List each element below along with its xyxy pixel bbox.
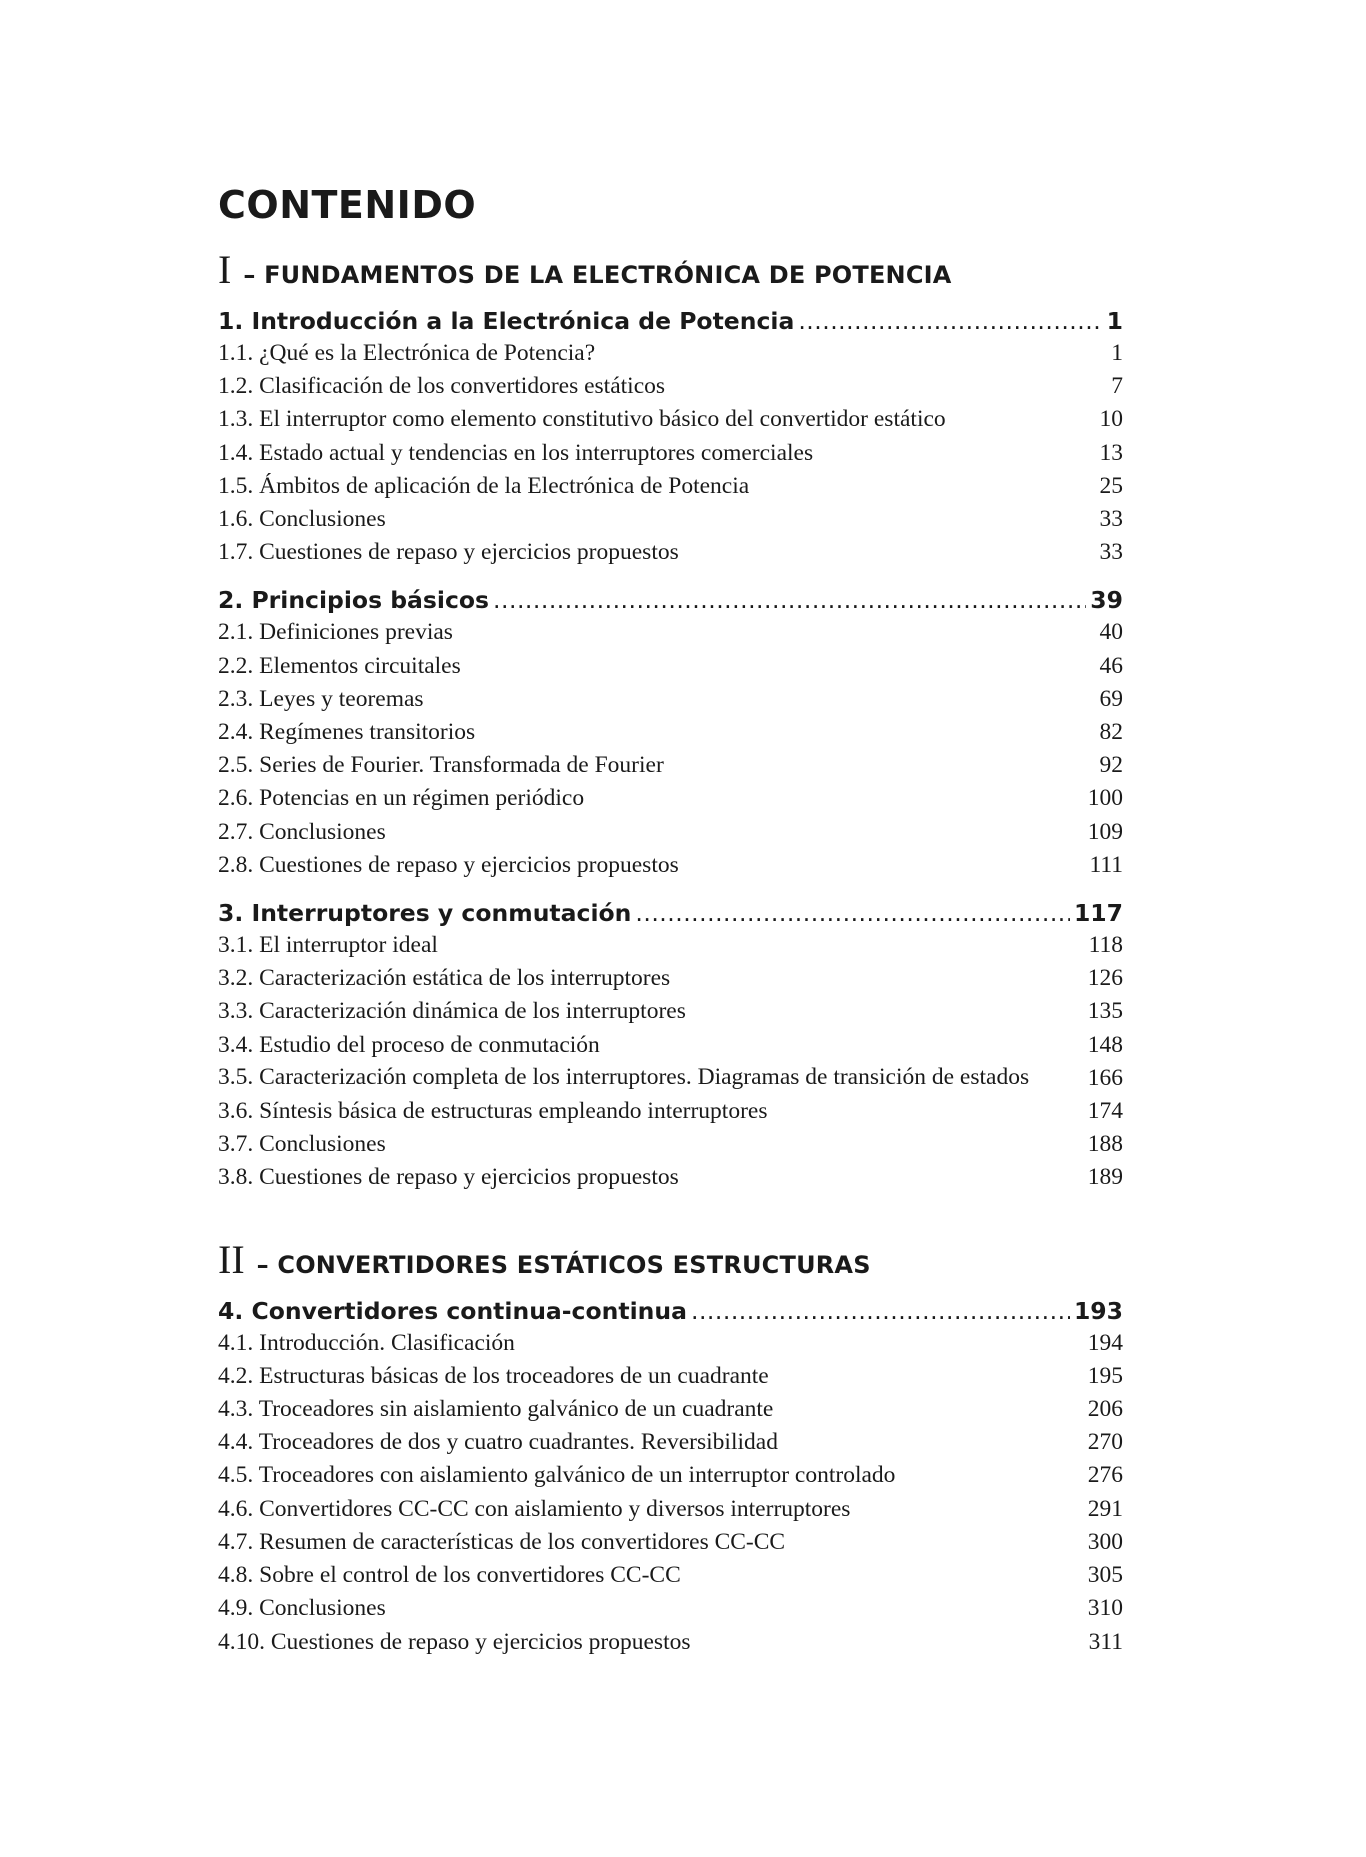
toc-entry-page: 82 [1099, 719, 1123, 746]
toc-entry-title: 4.2. Estructuras básicas de los troceadores de un cuadrante [218, 1362, 769, 1389]
toc-entry-page: 1 [1111, 340, 1123, 366]
toc-entry[interactable] [218, 683, 1123, 716]
toc-entry[interactable] [218, 995, 1123, 1028]
part-spacer [218, 1195, 1123, 1240]
toc-entry-page: 92 [1099, 752, 1123, 779]
toc-entry[interactable] [218, 816, 1123, 849]
chapter-page-number: 1 [1106, 307, 1123, 335]
toc-entry-page: 118 [1088, 932, 1123, 959]
toc-entry-title: 3.4. Estudio del proceso de conmutación [218, 1031, 600, 1058]
chapter-heading[interactable] [218, 1295, 1123, 1327]
toc-entry[interactable] [218, 370, 1123, 403]
toc-entry-page: 195 [1087, 1362, 1123, 1389]
chapter-page-number: 39 [1090, 586, 1123, 615]
toc-entry-page: 33 [1099, 539, 1123, 566]
toc-entry[interactable] [218, 503, 1123, 536]
toc-entry-title: 1.6. Conclusiones [218, 506, 386, 533]
toc-entry-page: 25 [1099, 472, 1123, 499]
toc-entry[interactable] [218, 337, 1123, 370]
toc-entry-title: 2.4. Regímenes transitorios [218, 719, 476, 746]
table-of-contents [218, 175, 1123, 1659]
toc-entry[interactable] [218, 1360, 1123, 1393]
dot-leader [635, 897, 1070, 929]
toc-entry-title: 1.2. Clasificación de los convertidores estáticos [218, 373, 666, 400]
toc-entry[interactable] [218, 1128, 1123, 1161]
toc-entry[interactable] [218, 437, 1123, 470]
toc-entry-page: 189 [1087, 1164, 1123, 1191]
toc-entry-title: 3.6. Síntesis básica de estructuras empleando interruptores [218, 1098, 768, 1125]
part-heading [218, 247, 1123, 292]
toc-parts [218, 247, 1123, 1659]
part-numeral: I [218, 247, 232, 292]
toc-entry-title: 4.5. Troceadores con aislamiento galvánico de un interruptor controlado [218, 1462, 896, 1489]
chapter-title: 4. Convertidores continua-continua [218, 1296, 687, 1325]
toc-entry-page: 109 [1087, 818, 1123, 845]
toc-entry-page: 33 [1099, 506, 1123, 533]
toc-entry-title: 4.9. Conclusiones [218, 1595, 386, 1622]
toc-entry[interactable] [218, 470, 1123, 503]
toc-entry-title: 2.3. Leyes y teoremas [218, 685, 424, 712]
toc-entry[interactable] [218, 782, 1123, 815]
toc-entry-page: 194 [1087, 1329, 1123, 1356]
toc-entry-title: 4.3. Troceadores sin aislamiento galvánico de un cuadrante [218, 1396, 774, 1423]
toc-entry-page: 10 [1099, 406, 1123, 433]
toc-entry-page: 276 [1087, 1462, 1123, 1489]
part-heading [218, 1236, 1123, 1282]
toc-entry-title: 2.2. Elementos circuitales [218, 652, 461, 679]
toc-entry-title: 3.1. El interruptor ideal [218, 932, 438, 959]
toc-entry-page: 111 [1089, 851, 1123, 878]
toc-entry-page: 300 [1087, 1528, 1123, 1555]
toc-entry[interactable] [218, 1626, 1123, 1659]
toc-entry-title: 3.8. Cuestiones de repaso y ejercicios propuestos [218, 1164, 679, 1191]
toc-entry-page: 40 [1099, 619, 1123, 646]
toc-entry[interactable] [218, 1095, 1123, 1128]
toc-entry[interactable] [218, 1393, 1123, 1426]
toc-entry-title: 1.7. Cuestiones de repaso y ejercicios propuestos [218, 539, 679, 566]
toc-entry-page: 7 [1111, 373, 1123, 400]
toc-entry[interactable] [218, 1459, 1123, 1492]
toc-entry-title: 4.6. Convertidores CC-CC con aislamiento y diversos interruptores [218, 1495, 851, 1522]
toc-entry-title: 1.5. Ámbitos de aplicación de la Electrónica de Potencia [218, 472, 750, 499]
toc-entry[interactable] [218, 716, 1123, 749]
part-title: – CONVERTIDORES ESTÁTICOS ESTRUCTURAS [256, 1250, 871, 1279]
toc-entry-page: 126 [1087, 965, 1123, 992]
toc-entry[interactable] [218, 1426, 1123, 1459]
toc-entry-title: 2.8. Cuestiones de repaso y ejercicios propuestos [218, 851, 679, 878]
toc-entry-title: 2.6. Potencias en un régimen periódico [218, 785, 585, 812]
toc-entry-page: 291 [1087, 1495, 1123, 1522]
chapter-title: 2. Principios básicos [218, 586, 490, 615]
toc-entry[interactable] [218, 1161, 1123, 1194]
dot-leader [798, 305, 1102, 337]
toc-entry-title: 1.3. El interruptor como elemento constitutivo básico del convertidor estático [218, 406, 946, 433]
toc-entry-page: 270 [1087, 1429, 1123, 1456]
toc-entry-page: 100 [1087, 785, 1123, 812]
toc-entry-title: 3.3. Caracterización dinámica de los interruptores [218, 998, 686, 1025]
toc-entry[interactable] [218, 749, 1123, 782]
chapter-page-number: 117 [1073, 899, 1123, 928]
toc-entry-page: 135 [1087, 998, 1123, 1025]
part-numeral: II [218, 1236, 245, 1282]
dot-leader [493, 584, 1086, 616]
toc-entry[interactable] [218, 536, 1123, 569]
chapter-page-number: 193 [1073, 1296, 1123, 1325]
toc-entry[interactable] [218, 616, 1123, 649]
toc-entry-title: 4.10. Cuestiones de repaso y ejercicios propuestos [218, 1628, 691, 1655]
toc-entry[interactable] [218, 929, 1123, 962]
toc-entry[interactable] [218, 1493, 1123, 1526]
toc-entry-page: 69 [1099, 685, 1123, 712]
toc-entry[interactable] [218, 1327, 1123, 1360]
toc-entry-page: 310 [1087, 1595, 1123, 1622]
toc-entry-title: 3.7. Conclusiones [218, 1131, 386, 1158]
toc-entry-title: 3.5. Caracterización completa de los interruptores. Diagramas de transición de estados [218, 1063, 1030, 1090]
toc-entry-title: 3.2. Caracterización estática de los interruptores [218, 965, 671, 992]
toc-entry-page: 311 [1088, 1628, 1123, 1655]
part-title: – FUNDAMENTOS DE LA ELECTRÓNICA DE POTENCIA [243, 261, 952, 289]
chapter-title: 3. Interruptores y conmutación [218, 899, 632, 928]
toc-entry-page: 13 [1099, 439, 1123, 466]
toc-entry[interactable] [218, 1062, 1123, 1095]
toc-entry-page: 206 [1087, 1396, 1123, 1423]
chapter-heading[interactable] [218, 584, 1123, 616]
toc-entry-page: 188 [1087, 1131, 1123, 1158]
dot-leader [691, 1295, 1070, 1327]
toc-entry-title: 4.4. Troceadores de dos y cuatro cuadrantes. Reversibilidad [218, 1429, 778, 1456]
chapter-heading[interactable] [218, 897, 1123, 929]
toc-entry-title: 4.8. Sobre el control de los convertidores CC-CC [218, 1562, 681, 1589]
toc-entry[interactable] [218, 1559, 1123, 1592]
toc-entry-page: 166 [1087, 1064, 1123, 1091]
toc-entry[interactable] [218, 1029, 1123, 1062]
toc-entry[interactable] [218, 1592, 1123, 1625]
page-title: CONTENIDO [218, 183, 477, 227]
toc-entry-title: 1.4. Estado actual y tendencias en los interruptores comerciales [218, 439, 814, 466]
toc-entry-page: 174 [1087, 1098, 1123, 1125]
toc-entry-title: 1.1. ¿Qué es la Electrónica de Potencia? [218, 340, 596, 366]
toc-entry[interactable] [218, 650, 1123, 683]
toc-entry[interactable] [218, 849, 1123, 882]
toc-entry[interactable] [218, 403, 1123, 436]
toc-entry-title: 2.5. Series de Fourier. Transformada de Fourier [218, 752, 664, 779]
toc-entry-page: 46 [1099, 652, 1123, 679]
toc-entry-page: 148 [1087, 1031, 1123, 1058]
toc-entry-title: 2.1. Definiciones previas [218, 619, 453, 646]
chapter-title: 1. Introducción a la Electrónica de Potencia [218, 307, 795, 335]
toc-entry-title: 4.7. Resumen de características de los convertidores CC-CC [218, 1528, 786, 1555]
toc-entry-page: 305 [1087, 1562, 1123, 1589]
toc-entry-title: 4.1. Introducción. Clasificación [218, 1329, 515, 1356]
chapter-heading[interactable] [218, 305, 1123, 337]
toc-entry-title: 2.7. Conclusiones [218, 818, 386, 845]
toc-entry[interactable] [218, 962, 1123, 995]
toc-entry[interactable] [218, 1526, 1123, 1559]
